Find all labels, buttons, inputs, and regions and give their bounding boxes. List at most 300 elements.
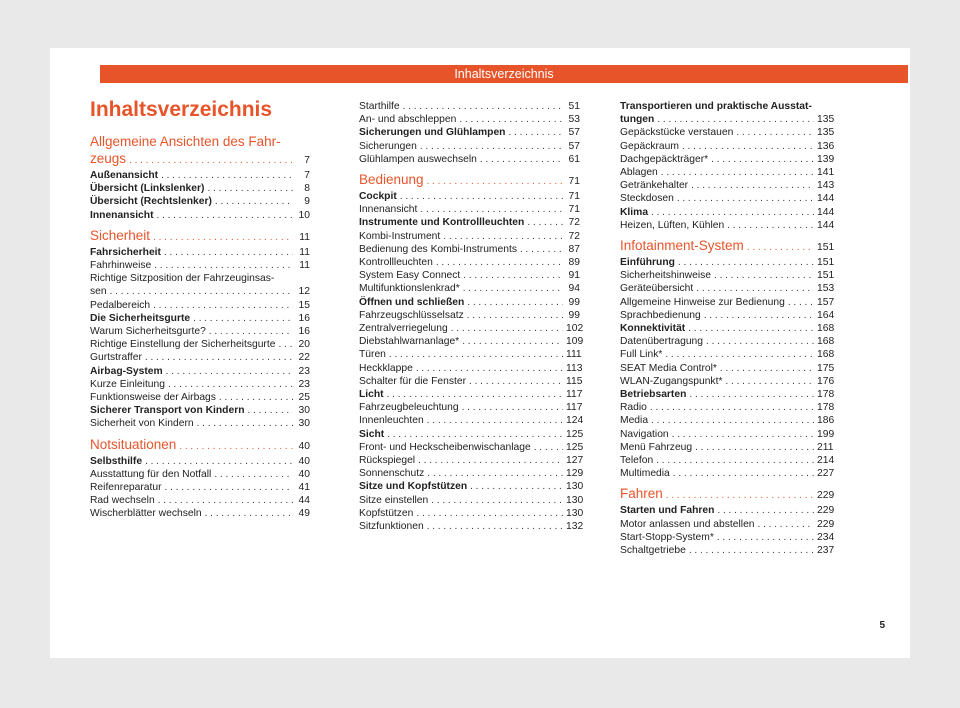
- toc-entry[interactable]: [90, 455, 310, 468]
- toc-entry[interactable]: [359, 216, 580, 229]
- toc-entry[interactable]: [620, 348, 835, 361]
- toc-entry[interactable]: [620, 140, 835, 153]
- toc-entry-title: Sicherheitshinweise: [620, 270, 712, 282]
- toc-entry-title: SEAT Media Control*: [620, 362, 717, 374]
- toc-entry[interactable]: [359, 269, 580, 282]
- toc-entry[interactable]: [359, 414, 584, 427]
- toc-entry-title: Motor anlassen und abstellen: [620, 518, 755, 530]
- toc-entry-page: 168: [817, 336, 835, 348]
- dot-leader: [717, 504, 814, 517]
- toc-entry-page: 229: [817, 490, 835, 502]
- toc-entry[interactable]: [620, 309, 835, 322]
- toc-entry[interactable]: [359, 126, 580, 139]
- dot-leader: [689, 388, 814, 401]
- toc-column-2: [359, 100, 584, 533]
- toc-entry[interactable]: [90, 417, 310, 430]
- toc-entry-title: Klima: [620, 206, 649, 218]
- toc-entry[interactable]: [359, 480, 584, 493]
- dot-leader: [214, 468, 293, 481]
- toc-entry-title: tungen: [620, 114, 655, 126]
- toc-entry-title: Rad wechseln: [90, 495, 155, 507]
- toc-entry-title: Multimedia: [620, 468, 670, 480]
- dot-leader: [650, 401, 814, 414]
- toc-entry-title: Kopfstützen: [359, 507, 414, 519]
- toc-entry-title: Wischerblätter wechseln: [90, 508, 202, 520]
- dot-leader: [677, 192, 814, 205]
- toc-entry[interactable]: [359, 401, 583, 414]
- toc-entry-page: 139: [817, 153, 835, 165]
- dot-leader: [443, 230, 563, 243]
- toc-entry[interactable]: [359, 322, 584, 335]
- dot-leader: [431, 494, 563, 507]
- dot-leader: [673, 467, 814, 480]
- toc-entry-page: 71: [568, 176, 580, 188]
- toc-entry-page: 11: [299, 260, 310, 272]
- toc-entry-page: 72: [568, 217, 580, 229]
- dot-leader: [205, 507, 293, 520]
- toc-entry-page: 176: [817, 375, 835, 387]
- toc-entry-page: 22: [298, 352, 310, 364]
- toc-entry-page: 7: [304, 155, 310, 166]
- toc-entry[interactable]: [359, 203, 580, 216]
- dot-leader: [717, 531, 814, 544]
- toc-entry[interactable]: [90, 507, 310, 520]
- toc-entry-page: 11: [299, 246, 310, 258]
- toc-entry[interactable]: [90, 404, 310, 417]
- dot-leader: [387, 388, 563, 401]
- toc-entry-title: Menü Fahrzeug: [620, 441, 693, 453]
- dot-leader: [129, 150, 293, 169]
- toc-entry[interactable]: [359, 362, 583, 375]
- toc-entry-title: Sicht: [359, 428, 385, 440]
- dot-leader: [168, 378, 293, 391]
- toc-entry-title: Starten und Fahren: [620, 505, 715, 517]
- toc-entry-page: 151: [817, 257, 835, 269]
- toc-entry-page: 20: [298, 339, 310, 351]
- toc-entry-page: 40: [298, 440, 310, 452]
- dot-leader: [508, 126, 563, 139]
- toc-entry-page: 117: [566, 402, 583, 414]
- toc-entry[interactable]: [620, 467, 835, 480]
- toc-entry-page: 16: [298, 326, 310, 338]
- toc-entry-page: 8: [304, 183, 310, 195]
- dot-leader: [661, 166, 814, 179]
- toc-entry[interactable]: [359, 296, 580, 309]
- toc-entry-page: 10: [298, 209, 310, 221]
- toc-entry[interactable]: [620, 219, 835, 232]
- toc-entry[interactable]: [359, 190, 580, 203]
- toc-entry-page: 135: [817, 114, 835, 126]
- header-bar: Inhaltsverzeichnis: [100, 65, 908, 83]
- toc-entry-page: 168: [817, 323, 835, 335]
- toc-entry[interactable]: [359, 441, 584, 454]
- toc-entry[interactable]: [90, 351, 310, 364]
- toc-entry-title: Fahrsicherheit: [90, 246, 161, 258]
- toc-entry-title: Richtige Einstellung der Sicherheitsgurte: [90, 339, 276, 351]
- dot-leader: [387, 428, 563, 441]
- toc-section[interactable]: [90, 150, 310, 169]
- toc-entry-title: Sitzfunktionen: [359, 521, 424, 533]
- toc-entry-title: Allgemeine Hinweise zur Bedienung: [620, 296, 785, 308]
- toc-entry-title: Sicherheit von Kindern: [90, 418, 194, 430]
- toc-entry[interactable]: [90, 338, 310, 351]
- dot-leader: [666, 485, 814, 504]
- toc-entry-title: Front- und Heckscheibenwischanlage: [359, 441, 531, 453]
- toc-entry-title: Instrumente und Kontrollleuchten: [359, 217, 525, 229]
- dot-leader: [154, 259, 293, 272]
- toc-entry-title: Heizen, Lüften, Kühlen: [620, 219, 725, 231]
- toc-entry[interactable]: [620, 282, 835, 295]
- dot-leader: [656, 454, 814, 467]
- toc-entry[interactable]: [359, 494, 584, 507]
- dot-leader: [207, 182, 293, 195]
- toc-entry-page: 41: [298, 482, 310, 494]
- toc-entry[interactable]: [359, 309, 580, 322]
- toc-entry-page: 49: [298, 508, 310, 520]
- dot-leader: [416, 507, 563, 520]
- dot-leader: [672, 428, 814, 441]
- toc-entry-title: Licht: [359, 389, 384, 401]
- toc-entry-title: Reifenreparatur: [90, 482, 162, 494]
- toc-entry-page: 153: [817, 283, 835, 295]
- toc-entry-title: Fahrzeugbeleuchtung: [359, 402, 459, 414]
- toc-entry-title: Ausstattung für den Notfall: [90, 468, 212, 480]
- toc-section[interactable]: [90, 227, 310, 246]
- dot-leader: [153, 299, 293, 312]
- toc-entry-page: 117: [566, 389, 583, 401]
- toc-entry[interactable]: [620, 296, 835, 309]
- toc-entry-page: 11: [299, 231, 310, 243]
- toc-entry-title: Sicherheit: [90, 227, 151, 243]
- toc-entry-page: 143: [817, 180, 835, 192]
- toc-entry[interactable]: [90, 195, 310, 208]
- toc-entry-title: Telefon: [620, 455, 654, 467]
- toc-entry-page: 214: [817, 455, 835, 467]
- toc-entry[interactable]: [359, 153, 580, 166]
- dot-leader: [463, 269, 563, 282]
- toc-entry-title: Betriebsarten: [620, 389, 687, 401]
- dot-leader: [157, 209, 293, 222]
- toc-entry-page: 178: [817, 402, 835, 414]
- toc-entry-title: WLAN-Zugangspunkt*: [620, 375, 723, 387]
- toc-entry-title: Innenleuchten: [359, 415, 424, 427]
- toc-entry-page: 130: [566, 507, 584, 519]
- dot-leader: [696, 282, 814, 295]
- toc-entry-page: 25: [298, 392, 310, 404]
- toc-entry-line[interactable]: Transportieren und praktische Ausstat-: [620, 101, 812, 112]
- toc-entry-page: 9: [304, 196, 310, 208]
- toc-entry[interactable]: [90, 325, 310, 338]
- toc-entry-title: Fahren: [620, 486, 663, 502]
- toc-entry[interactable]: [90, 494, 310, 507]
- toc-entry-page: 51: [568, 101, 580, 112]
- toc-entry-title: Kurze Einleitung: [90, 378, 165, 390]
- toc-entry-page: 234: [817, 531, 835, 543]
- dot-leader: [520, 243, 563, 256]
- toc-entry-title: Cockpit: [359, 191, 397, 203]
- toc-entry[interactable]: [90, 182, 310, 195]
- toc-entry-page: 16: [298, 312, 310, 324]
- dot-leader: [110, 285, 293, 298]
- toc-entry-page: 135: [817, 127, 835, 139]
- toc-entry[interactable]: [359, 507, 584, 520]
- toc-entry-title: Sonnenschutz: [359, 468, 425, 480]
- toc-entry[interactable]: [359, 335, 584, 348]
- toc-entry-page: 237: [817, 545, 835, 557]
- toc-entry-page: 124: [566, 415, 584, 427]
- toc-entry[interactable]: [359, 428, 584, 441]
- toc-entry[interactable]: [90, 169, 310, 182]
- toc-entry-title: Gurtstraffer: [90, 352, 142, 364]
- toc-entry-title: Schaltgetriebe: [620, 545, 686, 557]
- dot-leader: [706, 335, 814, 348]
- dot-leader: [436, 256, 563, 269]
- toc-entry-page: 89: [568, 257, 580, 269]
- toc-entry-title: Gepäckstücke verstauen: [620, 127, 734, 139]
- page-number: 5: [879, 620, 885, 631]
- dot-leader: [704, 309, 814, 322]
- dot-leader: [480, 153, 563, 166]
- toc-entry-page: 227: [817, 468, 835, 480]
- toc-entry[interactable]: [620, 362, 835, 375]
- dot-leader: [725, 375, 814, 388]
- dot-leader: [467, 296, 563, 309]
- toc-entry-page: 141: [817, 167, 835, 179]
- toc-section[interactable]: [359, 171, 580, 190]
- dot-leader: [462, 401, 563, 414]
- toc-entry-title: Außenansicht: [90, 170, 159, 181]
- toc-section[interactable]: [90, 436, 310, 455]
- toc-entry-page: 30: [298, 405, 310, 417]
- toc-entry-page: 211: [817, 441, 834, 453]
- toc-entry-title: Radio: [620, 402, 647, 414]
- toc-entry-page: 91: [568, 270, 580, 282]
- toc-entry[interactable]: [620, 401, 835, 414]
- dot-leader: [161, 169, 293, 182]
- toc-title: Inhaltsverzeichnis: [90, 98, 273, 121]
- toc-entry-title: Airbag-System: [90, 365, 163, 377]
- toc-entry-title: Ablagen: [620, 167, 658, 179]
- dot-leader: [209, 325, 293, 338]
- toc-entry[interactable]: [620, 428, 835, 441]
- toc-entry[interactable]: [359, 467, 584, 480]
- toc-entry-page: 72: [568, 230, 580, 242]
- toc-entry[interactable]: [620, 269, 835, 282]
- dot-leader: [164, 246, 293, 259]
- dot-leader: [469, 375, 563, 388]
- dot-leader: [688, 322, 814, 335]
- toc-entry[interactable]: [90, 209, 310, 222]
- toc-entry-page: 40: [298, 455, 310, 467]
- toc-entry-title: Fahrzeugschlüsselsatz: [359, 309, 464, 321]
- dot-leader: [651, 414, 814, 427]
- dot-leader: [467, 309, 563, 322]
- dot-leader: [695, 441, 814, 454]
- toc-entry[interactable]: [620, 441, 834, 454]
- dot-leader: [420, 203, 563, 216]
- toc-entry[interactable]: [359, 375, 583, 388]
- dot-leader: [418, 454, 563, 467]
- toc-entry[interactable]: [90, 285, 310, 298]
- toc-entry[interactable]: [359, 230, 580, 243]
- toc-entry-page: 12: [298, 286, 310, 298]
- toc-entry-title: Steckdosen: [620, 193, 674, 205]
- toc-entry-title: Media: [620, 415, 649, 427]
- dot-leader: [462, 335, 563, 348]
- toc-entry[interactable]: [90, 299, 310, 312]
- toc-entry[interactable]: [359, 388, 583, 401]
- toc-entry[interactable]: [620, 375, 835, 388]
- dot-leader: [215, 195, 293, 208]
- toc-entry-page: 71: [568, 204, 580, 216]
- toc-entry[interactable]: [620, 153, 835, 166]
- toc-entry-title: Türen: [359, 349, 386, 361]
- toc-entry-title: Datenübertragung: [620, 336, 704, 348]
- toc-entry[interactable]: [359, 282, 580, 295]
- toc-entry-page: 99: [568, 309, 580, 321]
- toc-entry-page: 102: [566, 323, 584, 335]
- dot-leader: [400, 190, 563, 203]
- dot-leader: [158, 494, 293, 507]
- dot-leader: [179, 436, 293, 455]
- toc-entry[interactable]: [620, 166, 835, 179]
- dot-leader: [165, 481, 293, 494]
- toc-entry[interactable]: [90, 391, 310, 404]
- toc-entry-line[interactable]: Richtige Sitzposition der Fahrzeuginsas-: [90, 273, 275, 285]
- toc-entry-title: Übersicht (Linkslenker): [90, 183, 205, 195]
- dot-leader: [470, 480, 563, 493]
- toc-entry-page: 57: [568, 127, 580, 139]
- toc-entry-page: 57: [568, 140, 580, 152]
- toc-entry-line[interactable]: Allgemeine Ansichten des Fahr-: [90, 134, 281, 149]
- dot-leader: [651, 206, 814, 219]
- toc-entry-page: 23: [298, 378, 310, 390]
- toc-entry[interactable]: [90, 246, 310, 259]
- toc-entry[interactable]: [90, 312, 310, 325]
- toc-entry-page: 127: [566, 455, 584, 467]
- toc-entry[interactable]: [620, 335, 835, 348]
- toc-entry[interactable]: [359, 243, 580, 256]
- toc-entry[interactable]: [359, 454, 584, 467]
- dot-leader: [427, 414, 563, 427]
- toc-entry[interactable]: [90, 481, 310, 494]
- toc-entry[interactable]: [90, 365, 310, 378]
- toc-entry[interactable]: [620, 518, 835, 531]
- toc-entry-page: 130: [566, 494, 584, 506]
- toc-entry[interactable]: [620, 126, 835, 139]
- toc-entry-title: Heckklappe: [359, 362, 413, 374]
- toc-entry[interactable]: [90, 259, 310, 272]
- toc-column-1: [90, 128, 310, 521]
- toc-entry[interactable]: [359, 140, 580, 153]
- toc-entry-title: Diebstahlwarnanlage*: [359, 336, 460, 348]
- toc-entry-title: Innenansicht: [90, 209, 154, 221]
- toc-entry-page: 87: [568, 243, 580, 255]
- toc-entry-title: Funktionsweise der Airbags: [90, 392, 216, 404]
- toc-entry[interactable]: [359, 520, 584, 533]
- dot-leader: [736, 126, 814, 139]
- toc-entry-title: Rückspiegel: [359, 455, 416, 467]
- dot-leader: [219, 391, 293, 404]
- toc-entry-page: 15: [298, 299, 310, 311]
- toc-entry[interactable]: [620, 454, 835, 467]
- toc-entry[interactable]: [90, 468, 310, 481]
- toc-entry-page: 178: [817, 389, 835, 401]
- toc-entry[interactable]: [620, 414, 835, 427]
- toc-entry-page: 23: [298, 365, 310, 377]
- toc-entry[interactable]: [620, 322, 835, 335]
- toc-entry-page: 164: [817, 309, 835, 321]
- toc-entry-title: Glühlampen auswechseln: [359, 153, 477, 165]
- toc-entry-title: Fahrhinweise: [90, 260, 152, 272]
- toc-entry[interactable]: [620, 179, 835, 192]
- toc-entry-title: Sitze einstellen: [359, 494, 429, 506]
- toc-entry-title: Konnektivität: [620, 323, 686, 335]
- toc-entry-page: 99: [568, 296, 580, 308]
- toc-entry[interactable]: [359, 113, 580, 126]
- toc-entry[interactable]: [620, 192, 835, 205]
- document-page: [50, 48, 910, 658]
- toc-entry[interactable]: [620, 504, 835, 517]
- toc-entry[interactable]: [620, 531, 835, 544]
- dot-leader: [459, 113, 563, 126]
- dot-leader: [248, 404, 294, 417]
- toc-entry[interactable]: [359, 100, 580, 113]
- toc-entry[interactable]: [620, 206, 835, 219]
- toc-entry[interactable]: [620, 388, 835, 401]
- toc-section[interactable]: [620, 237, 835, 256]
- toc-entry-page: 175: [817, 362, 835, 374]
- dot-leader: [416, 362, 563, 375]
- toc-entry[interactable]: [90, 378, 310, 391]
- toc-entry-page: 132: [566, 521, 584, 533]
- dot-leader: [788, 296, 814, 309]
- dot-leader: [166, 365, 293, 378]
- dot-leader: [689, 544, 814, 557]
- toc-column-3: [620, 100, 835, 557]
- toc-entry-title: Schalter für die Fenster: [359, 375, 467, 387]
- dot-leader: [727, 219, 814, 232]
- toc-entry-title: Infotainment-System: [620, 238, 744, 254]
- toc-entry[interactable]: [620, 113, 835, 126]
- toc-section[interactable]: [620, 485, 835, 504]
- dot-leader: [193, 312, 293, 325]
- dot-leader: [153, 227, 293, 246]
- toc-entry-page: 144: [817, 193, 835, 205]
- toc-entry-page: 157: [817, 296, 835, 308]
- toc-entry-page: 40: [298, 468, 310, 480]
- toc-entry-title: Öffnen und schließen: [359, 296, 465, 308]
- toc-entry-page: 7: [304, 170, 310, 181]
- dot-leader: [665, 348, 814, 361]
- toc-entry[interactable]: [359, 348, 580, 361]
- toc-entry-page: 199: [817, 428, 835, 440]
- toc-entry-title: Innenansicht: [359, 204, 418, 216]
- dot-leader: [145, 455, 293, 468]
- toc-entry-title: Sicherer Transport von Kindern: [90, 405, 245, 417]
- toc-entry[interactable]: [620, 544, 835, 557]
- toc-entry-title: Navigation: [620, 428, 669, 440]
- toc-entry[interactable]: [359, 256, 580, 269]
- toc-entry[interactable]: [620, 256, 835, 269]
- toc-entry-title: Bedienung des Kombi-Instruments: [359, 243, 517, 255]
- toc-entry-page: 125: [566, 428, 584, 440]
- toc-entry-title: Full Link*: [620, 349, 663, 361]
- toc-entry-page: 53: [568, 114, 580, 126]
- toc-entry-page: 136: [817, 140, 835, 152]
- dot-leader: [720, 362, 814, 375]
- toc-entry-title: Pedalbereich: [90, 299, 151, 311]
